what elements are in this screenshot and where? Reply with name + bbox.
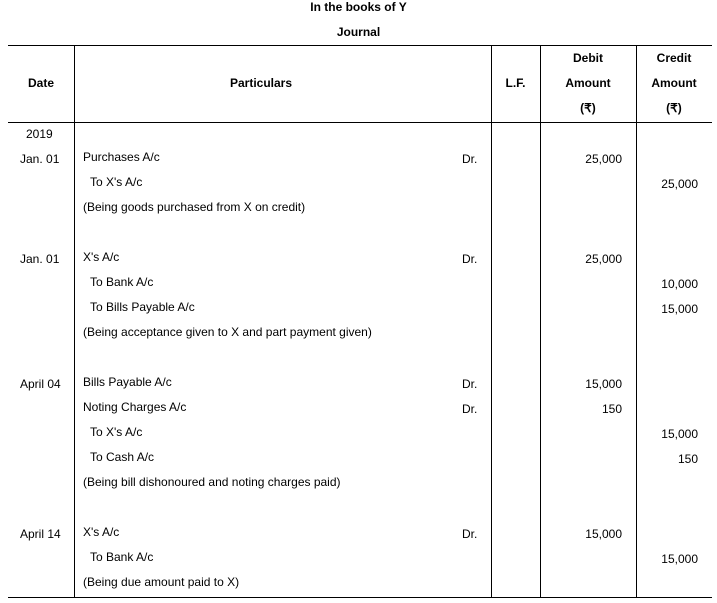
- entry-line-particulars: Bills Payable A/c: [83, 375, 172, 389]
- column-header-credit-2: Amount: [651, 76, 697, 90]
- column-header-particulars: Particulars: [229, 76, 293, 90]
- entry-narration: (Being due amount paid to X): [83, 575, 240, 589]
- credit-amount: 15,000: [661, 552, 698, 566]
- entry-date: Jan. 01: [20, 252, 60, 266]
- entry-line-particulars: Noting Charges A/c: [83, 400, 187, 414]
- column-divider-date: [74, 45, 75, 598]
- column-header-debit-1: Debit: [573, 51, 603, 65]
- journal-title: Journal: [336, 25, 381, 39]
- credit-amount: 15,000: [661, 302, 698, 316]
- debit-amount: 25,000: [585, 152, 622, 166]
- debit-amount: 15,000: [585, 377, 622, 391]
- entry-narration: (Being acceptance given to X and part payment given): [83, 325, 372, 339]
- column-header-credit-1: Credit: [656, 51, 692, 65]
- debit-amount: 25,000: [585, 252, 622, 266]
- entry-date: Jan. 01: [20, 152, 60, 166]
- table-top-rule: [8, 45, 712, 46]
- credit-amount: 25,000: [661, 177, 698, 191]
- entry-line-particulars: To Bank A/c: [90, 550, 154, 564]
- credit-amount: 150: [677, 452, 698, 466]
- column-divider-lf: [540, 45, 541, 598]
- column-header-lf: L.F.: [505, 76, 526, 90]
- dr-marker: Dr.: [462, 527, 478, 541]
- debit-amount: 150: [601, 402, 622, 416]
- column-divider-debit: [636, 45, 637, 598]
- dr-marker: Dr.: [462, 252, 478, 266]
- credit-amount: 15,000: [661, 427, 698, 441]
- column-header-debit-2: Amount: [565, 76, 611, 90]
- entry-line-particulars: To Cash A/c: [90, 450, 155, 464]
- entry-date: April 14: [20, 527, 61, 541]
- books-heading: In the books of Y: [310, 0, 407, 14]
- entry-narration: (Being bill dishonoured and noting charges paid): [83, 475, 341, 489]
- entry-date: April 04: [20, 377, 61, 391]
- credit-amount: 10,000: [661, 277, 698, 291]
- entry-line-particulars: To X's A/c: [90, 425, 143, 439]
- debit-amount: 15,000: [585, 527, 622, 541]
- year-label: 2019: [26, 127, 53, 141]
- column-header-debit-3: (₹): [580, 101, 596, 115]
- entry-narration: (Being goods purchased from X on credit): [83, 200, 306, 214]
- entry-line-particulars: X's A/c: [83, 250, 120, 264]
- dr-marker: Dr.: [462, 377, 478, 391]
- column-divider-particulars: [491, 45, 492, 598]
- entry-line-particulars: To Bills Payable A/c: [90, 300, 195, 314]
- entry-line-particulars: X's A/c: [83, 525, 120, 539]
- entry-line-particulars: To X's A/c: [90, 175, 143, 189]
- column-header-date: Date: [27, 76, 54, 90]
- table-bottom-rule: [8, 597, 712, 598]
- entry-line-particulars: Purchases A/c: [83, 150, 160, 164]
- dr-marker: Dr.: [462, 152, 478, 166]
- header-bottom-rule: [8, 122, 712, 123]
- column-header-credit-3: (₹): [666, 101, 682, 115]
- dr-marker: Dr.: [462, 402, 478, 416]
- entry-line-particulars: To Bank A/c: [90, 275, 154, 289]
